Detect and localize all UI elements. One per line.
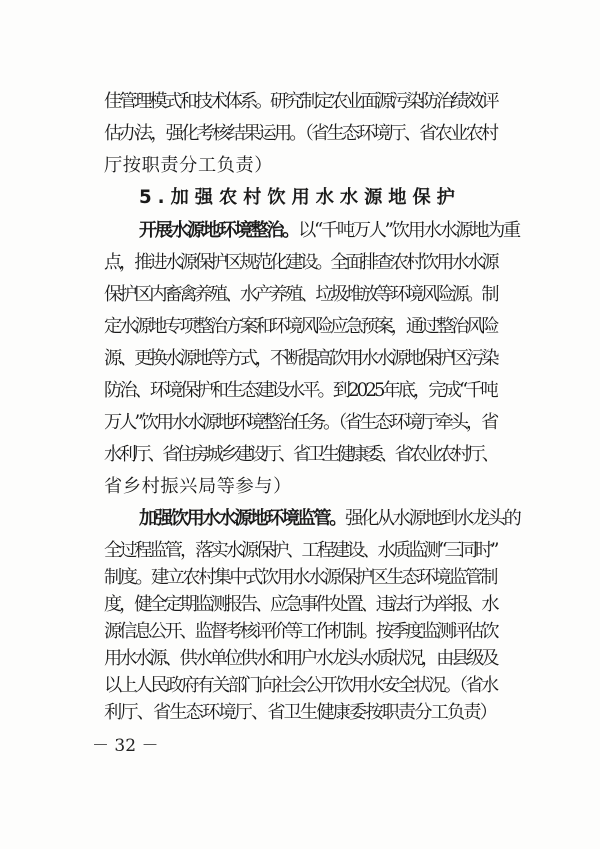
paragraph-1-line: 定水源地专项整治方案和环境风险应急预案，通过整治风险 [104,316,497,337]
paragraph-1-line: 万人”饮用水水源地环境整治任务。（省生态环境厅牵头，省 [104,412,497,433]
paragraph-1-line: 防治、环境保护和生态建设水平。到2025年底，完成“千吨 [104,380,496,401]
paragraph-2-line: 度，健全定期监测报告、应急事件处置、违法行为举报、水 [104,594,497,615]
paragraph-2-line: 源信息公开、监督考核评价等工作机制。按季度监测评估饮 [104,621,497,642]
paragraph-1-line: 水利厅、省住房城乡建设厅、省卫生健康委、省农业农村厅、 [104,444,497,465]
paragraph-2-lead: 加强饮用水水源地环境监管。 [139,508,346,529]
paragraph-1-line: 点，推进水源保护区规范化建设。全面排查农村饮用水水源 [104,252,497,273]
paragraph-2-line: 以上人民政府有关部门向社会公开饮用水安全状况。（省水 [104,675,497,696]
paragraph-1-first-line-rest: 以“千吨万人”饮用水水源地为重 [298,220,519,241]
paragraph-2-line: 利厅、省生态环境厅、省卫生健康委按职责分工负责） [104,702,496,723]
paragraph-2-first-line-rest: 强化从水源地到水龙头的 [345,508,520,529]
paragraph-1-line: 保护区内畜禽养殖、水产养殖、垃圾堆放等环境风险源。制 [104,284,497,305]
intro-line-3: 厅按职责分工负责） [104,155,274,176]
paragraph-1-line: 源、更换水源地等方式，不断提高饮用水水源地保护区污染 [104,348,497,369]
paragraph-2-line: 制度。建立农村集中式饮用水水源保护区生态环境监管制 [104,567,496,588]
paragraph-1-first-line [139,219,519,243]
page-number: － 32 － [92,736,159,756]
paragraph-2-line: 用水水源、供水单位供水和用户水龙头水质状况，由县级及 [104,648,497,669]
paragraph-2-first-line [139,507,520,531]
paragraph-1-line: 省乡村振兴局等参与） [104,476,292,497]
section-heading: 5.加强农村饮用水水源地保护 [139,187,461,208]
intro-line-1: 佳管理模式和技术体系。研究制定农业面源污染防治绩效评 [104,91,497,112]
paragraph-1-lead: 开展水源地环境整治。 [139,220,299,241]
intro-line-2: 估办法，强化考核结果运用。（省生态环境厅、省农业农村 [104,123,497,144]
paragraph-2-line: 全过程监管，落实水源保护、工程建设、水质监测“三同时” [104,540,497,561]
